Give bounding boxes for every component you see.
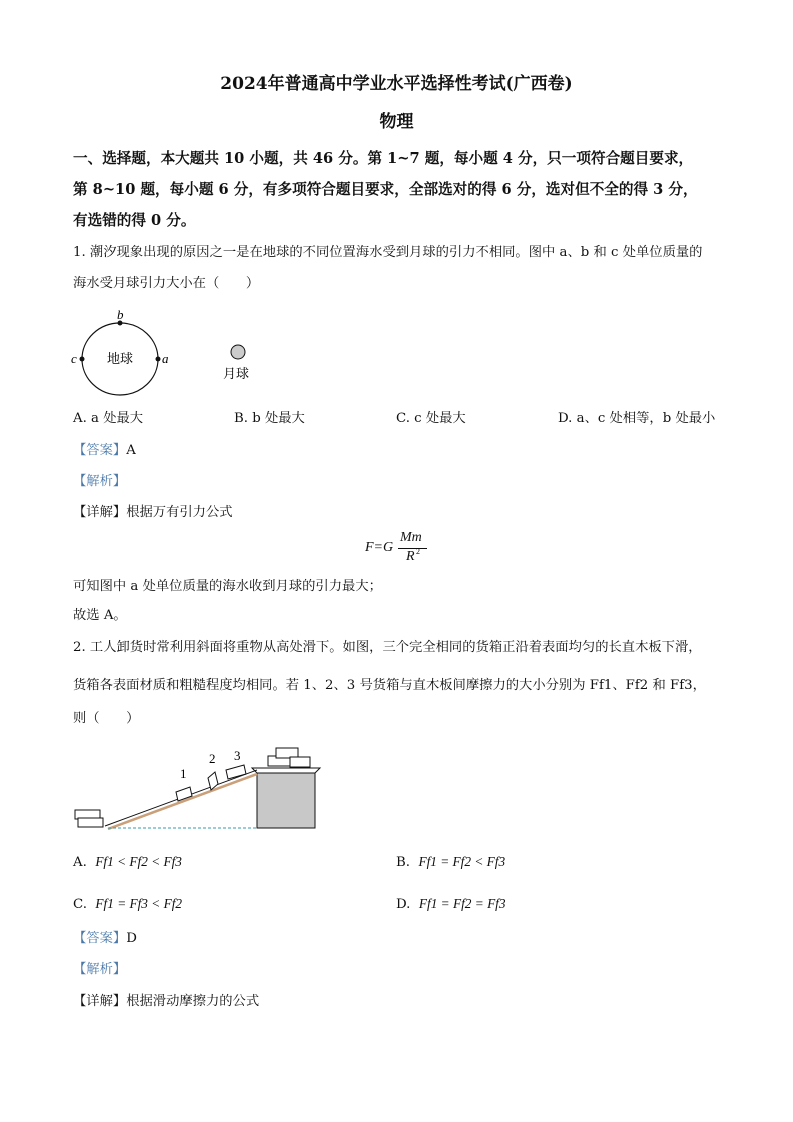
q2-detail bbox=[73, 994, 259, 1010]
option-expr: Ff1 = Ff2 < Ff3 bbox=[418, 854, 506, 869]
q2-stem-line3: 则（ ） bbox=[73, 711, 140, 726]
q2-stem-line1: 2. 工人卸货时常利用斜面将重物从高处滑下。如图，三个完全相同的货箱正沿着表面均匀的长直木板下滑， bbox=[73, 640, 702, 655]
platform bbox=[257, 770, 315, 828]
q1-choice: 故选 A。 bbox=[73, 608, 127, 623]
q1-analysis-tag: 【解析】 bbox=[73, 474, 127, 489]
answer-tag: 【答案】 bbox=[73, 931, 127, 946]
q1-option-b[interactable]: B. b 处最大 bbox=[234, 411, 305, 426]
q2-analysis-tag: 【解析】 bbox=[73, 962, 127, 977]
q1-option-d[interactable]: D. a、c 处相等，b 处最小 bbox=[558, 411, 716, 426]
point-a bbox=[156, 357, 161, 362]
formula-denominator: R bbox=[406, 549, 415, 564]
q2-option-a[interactable] bbox=[73, 854, 182, 871]
exam-title: 2024年普通高中学业水平选择性考试(广西卷) bbox=[220, 74, 573, 94]
answer-value: A bbox=[126, 443, 136, 458]
q1-option-a[interactable]: A. a 处最大 bbox=[73, 411, 144, 426]
formula-numerator: Mm bbox=[400, 530, 422, 545]
option-expr: Ff1 = Ff3 < Ff2 bbox=[95, 896, 183, 911]
q1-stem-line1: 1. 潮汐现象出现的原因之一是在地球的不同位置海水受到月球的引力不相同。图中 a、b 和 c 处单位质量的 bbox=[73, 245, 703, 260]
q2-stem-line2: 货箱各表面材质和粗糙程度均相同。若 1、2、3 号货箱与直木板间摩擦力的大小分别为 Ff1、Ff2 和 Ff3， bbox=[73, 678, 706, 693]
q1-earth-moon-figure bbox=[60, 300, 260, 400]
q1-detail bbox=[73, 505, 233, 521]
answer-value: D bbox=[126, 931, 137, 946]
stacked-box bbox=[290, 757, 310, 767]
q2-option-c[interactable] bbox=[73, 896, 182, 913]
moon-circle bbox=[231, 345, 245, 359]
section-heading-line1: 一、选择题，本大题共 10 小题，共 46 分。第 1~7 题，每小题 4 分，只一项符合题目要求， bbox=[73, 150, 694, 167]
board-edge bbox=[108, 774, 257, 829]
label-earth: 地球 bbox=[107, 351, 134, 366]
label-box-2: 2 bbox=[209, 751, 216, 766]
section-heading-line3: 有选错的得 0 分。 bbox=[73, 212, 196, 229]
answer-tag: 【答案】 bbox=[73, 443, 127, 458]
option-label: D. bbox=[396, 897, 411, 912]
detail-tag: 【详解】 bbox=[73, 994, 127, 1009]
section-heading-line2: 第 8~10 题，每小题 6 分，有多项符合题目要求，全部选对的得 6 分，选对但不全的得 3 分， bbox=[73, 181, 698, 198]
label-moon: 月球 bbox=[223, 366, 250, 381]
label-b: b bbox=[117, 307, 124, 322]
ground-box bbox=[78, 818, 103, 827]
q2-option-b[interactable] bbox=[396, 854, 505, 871]
platform-top bbox=[252, 768, 320, 773]
q2-incline-figure bbox=[70, 740, 330, 835]
option-label: A. bbox=[73, 855, 87, 870]
formula-exponent: 2 bbox=[416, 547, 420, 556]
label-c: c bbox=[71, 351, 77, 366]
option-expr: Ff1 = Ff2 = Ff3 bbox=[418, 896, 506, 911]
label-box-1: 1 bbox=[180, 766, 187, 781]
detail-tag: 【详解】 bbox=[73, 505, 127, 520]
option-label: C. bbox=[73, 897, 87, 912]
q1-option-c[interactable]: C. c 处最大 bbox=[396, 411, 466, 426]
detail-text: 根据滑动摩擦力的公式 bbox=[126, 994, 260, 1009]
formula-lhs: F=G bbox=[365, 540, 394, 555]
option-expr: Ff1 < Ff2 < Ff3 bbox=[95, 854, 182, 869]
label-box-3: 3 bbox=[234, 748, 241, 763]
q2-answer bbox=[73, 931, 137, 947]
q1-answer bbox=[73, 443, 136, 459]
q1-stem-line2: 海水受月球引力大小在（ ） bbox=[73, 276, 260, 291]
q2-option-d[interactable] bbox=[396, 896, 506, 913]
subject-title: 物理 bbox=[379, 112, 414, 132]
label-a: a bbox=[162, 351, 169, 366]
point-c bbox=[80, 357, 85, 362]
detail-text: 根据万有引力公式 bbox=[126, 505, 233, 520]
option-label: B. bbox=[396, 855, 410, 870]
box-3 bbox=[226, 765, 246, 779]
q1-conclusion: 可知图中 a 处单位质量的海水收到月球的引力最大； bbox=[73, 579, 382, 594]
